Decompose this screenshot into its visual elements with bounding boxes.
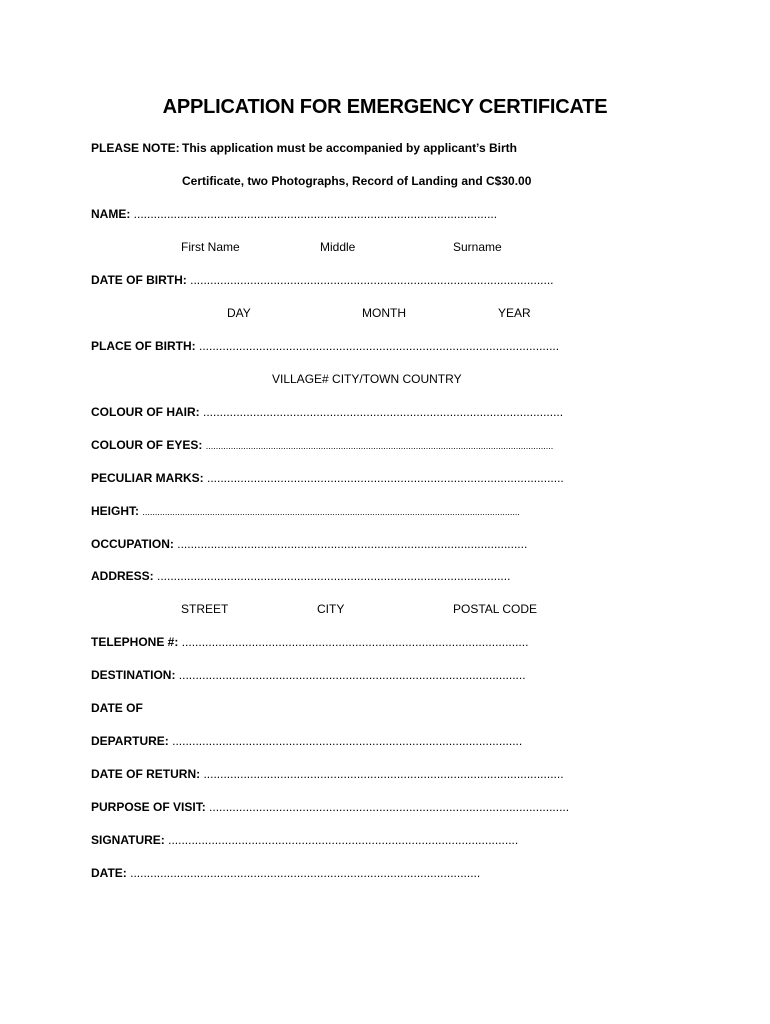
occupation-dots: .........................................................................................................	[177, 537, 528, 551]
address-field[interactable]	[91, 570, 510, 582]
telephone-label: TELEPHONE #:	[91, 635, 179, 649]
return-dots: ............................................................................................................	[203, 767, 564, 781]
name-middle-caption: Middle	[320, 240, 356, 254]
address-city-caption: CITY	[317, 602, 345, 616]
eyes-label: COLOUR OF EYES:	[91, 438, 203, 452]
hair-field[interactable]	[91, 406, 563, 418]
telephone-dots: ........................................................................................................	[181, 635, 529, 649]
dob-month-caption: MONTH	[362, 306, 406, 320]
name-field[interactable]	[91, 208, 497, 220]
marks-field[interactable]	[91, 472, 564, 484]
destination-dots: ........................................................................................................	[178, 668, 526, 682]
date-field[interactable]	[91, 867, 480, 879]
dob-field[interactable]	[91, 274, 554, 286]
pob-caption: VILLAGE# CITY/TOWN COUNTRY	[272, 372, 462, 386]
pob-label: PLACE OF BIRTH:	[91, 339, 196, 353]
address-street-caption: STREET	[181, 602, 229, 616]
pob-dots: ............................................................................................................	[199, 339, 560, 353]
signature-label: SIGNATURE:	[91, 833, 165, 847]
return-field[interactable]	[91, 768, 564, 780]
telephone-field[interactable]	[91, 636, 528, 648]
eyes-field[interactable]	[91, 439, 553, 451]
departure-label: DEPARTURE:	[91, 734, 169, 748]
address-dots: ..........................................................................................................	[157, 569, 511, 583]
note-line-2: Certificate, two Photographs, Record of Landing and C$30.00	[182, 174, 532, 188]
hair-dots: ............................................................................................................	[203, 405, 564, 419]
name-dots: .............................................................................................................	[133, 207, 498, 221]
signature-dots: .........................................................................................................	[168, 833, 519, 847]
hair-label: COLOUR OF HAIR:	[91, 405, 200, 419]
purpose-label: PURPOSE OF VISIT:	[91, 800, 206, 814]
occupation-label: OCCUPATION:	[91, 537, 174, 551]
note-label: PLEASE NOTE:	[91, 141, 180, 155]
address-postal-caption: POSTAL CODE	[453, 602, 538, 616]
date-label: DATE:	[91, 866, 127, 880]
eyes-dots: ...........................................................................................................................................	[205, 441, 554, 451]
height-dots: .......................................................................................................................................................	[142, 507, 520, 517]
occupation-field[interactable]	[91, 538, 527, 550]
purpose-field[interactable]	[91, 801, 569, 813]
pob-field[interactable]	[91, 340, 559, 352]
form-title: APPLICATION FOR EMERGENCY CERTIFICATE	[162, 96, 608, 118]
departure-heading: DATE OF	[91, 701, 143, 715]
date-dots: .........................................................................................................	[130, 866, 481, 880]
name-first-caption: First Name	[181, 240, 240, 254]
return-label: DATE OF RETURN:	[91, 767, 201, 781]
dob-label: DATE OF BIRTH:	[91, 273, 187, 287]
purpose-dots: ............................................................................................................	[209, 800, 570, 814]
height-field[interactable]	[91, 505, 520, 517]
departure-dots: .........................................................................................................	[172, 734, 523, 748]
marks-dots: ...........................................................................................................	[207, 471, 564, 485]
dob-day-caption: DAY	[227, 306, 251, 320]
name-surname-caption: Surname	[453, 240, 502, 254]
note-line-1: This application must be accompanied by applicant’s Birth	[182, 141, 517, 155]
destination-field[interactable]	[91, 669, 526, 681]
dob-year-caption: YEAR	[498, 306, 531, 320]
name-label: NAME:	[91, 207, 131, 221]
marks-label: PECULIAR MARKS:	[91, 471, 204, 485]
signature-field[interactable]	[91, 834, 518, 846]
destination-label: DESTINATION:	[91, 668, 176, 682]
height-label: HEIGHT:	[91, 504, 139, 518]
departure-field[interactable]	[91, 735, 522, 747]
address-label: ADDRESS:	[91, 569, 154, 583]
dob-dots: .............................................................................................................	[190, 273, 554, 287]
